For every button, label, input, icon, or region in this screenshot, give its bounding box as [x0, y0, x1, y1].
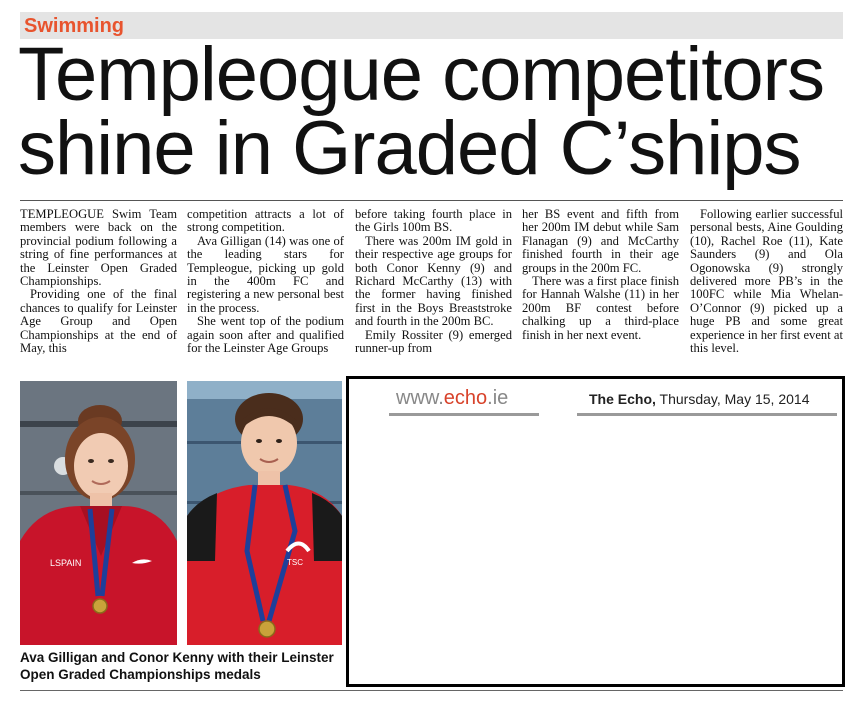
headline-line-2: shine in Graded C’ships: [18, 106, 801, 191]
paper-name: The Echo,: [589, 391, 656, 407]
article-column-5: [690, 208, 843, 376]
paragraph: She went top of the podium again soon after and qualified for the Leinster Age Groups: [187, 314, 344, 356]
photo-caption: Ava Gilligan and Conor Kenny with their Leinster Open Graded Championships medals: [20, 650, 334, 682]
site-url-prefix: www.: [396, 387, 444, 409]
paragraph: her BS event and fifth from her 200m IM debut while Sam Flanagan (9) and McCarthy finished fourth in their age groups in the 200m FC.: [522, 208, 679, 275]
article-column-2: [187, 208, 344, 376]
paragraph: Providing one of the final chances to qualify for Leinster Age Group and Open Championships at the end of May, this: [20, 287, 177, 356]
headline: [18, 32, 848, 191]
photo-conor-illustration: [187, 381, 342, 645]
paragraph: TEMPLEOGUE Swim Team members were back on the provincial podium following a string of fine performances at the Leinster Open Graded Championships.: [20, 208, 177, 289]
ad-box: [346, 376, 845, 687]
shirt-label-2: TSC: [287, 558, 303, 567]
site-rule: [389, 413, 539, 416]
paragraph: competition attracts a lot of strong competition.: [187, 208, 344, 235]
issue-date: Thursday, May 15, 2014: [659, 391, 810, 407]
headline-line-1: Templeogue competitors: [18, 32, 824, 117]
paragraph: Ava Gilligan (14) was one of the leading stars for Templeogue, picking up gold in the 400m FC and registering a new personal best in the process.: [187, 233, 344, 315]
bottom-rule: [20, 690, 843, 691]
article-column-1: [20, 208, 177, 376]
paragraph: Emily Rossiter (9) emerged runner-up from: [355, 327, 512, 356]
headline-rule: [20, 200, 843, 201]
paragraph: Following earlier successful personal bests, Aine Goulding (10), Rachel Roe (11), Kate Saunders (9) and Ola Ogonowska (9) strongly delivered more PB’s in the 100FC while Mia Whelan-O’Connor (9) picked up a huge PB and some great experience in her first event at this level.: [690, 208, 843, 356]
shirt-label-1: LSPAIN: [50, 558, 82, 568]
date-rule: [577, 413, 837, 416]
paragraph: before taking fourth place in the Girls 100m BS.: [355, 208, 512, 235]
site-url-suffix: .ie: [487, 387, 509, 409]
photo-conor-kenny: [187, 381, 342, 645]
section-label: Swimming: [24, 15, 125, 37]
site-url-highlight: echo: [443, 387, 488, 409]
paragraph: There was a first place finish for Hannah Walshe (11) in her 200m BF contest before chalking up a third-place finish in her next event.: [522, 274, 679, 342]
article-column-4: [522, 208, 679, 376]
site-url[interactable]: [396, 387, 508, 410]
photo-ava-illustration: [20, 381, 177, 645]
photo-ava-gilligan: [20, 381, 177, 645]
paragraph: There was 200m IM gold in their respective age groups for both Conor Kenny (9) and Richard McCarthy (13) with the former having finished first in the Boys Breaststroke and fourth in the 200m BC.: [355, 233, 512, 329]
article-column-3: [355, 208, 512, 376]
dateline: [589, 391, 809, 407]
